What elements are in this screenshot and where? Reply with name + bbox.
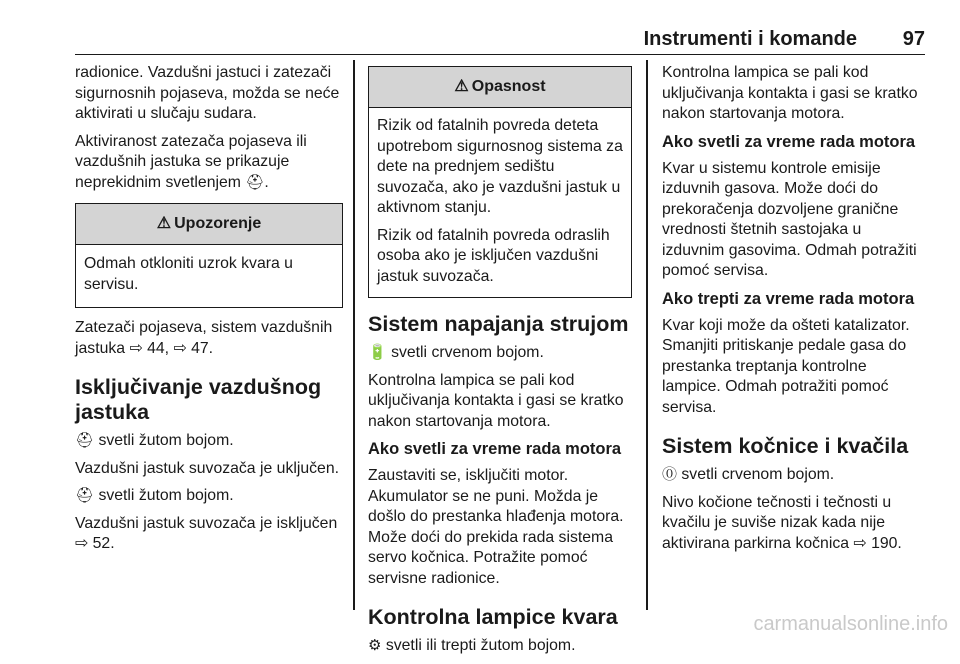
warning-box-header: ⚠ Upozorenje (76, 204, 342, 245)
paragraph: radionice. Vazdušni jastuci i zatezači sigurnosnih pojaseva, možda se neće aktivirati u slučaju sudara. (75, 64, 340, 122)
subsection-heading: Ako svetli za vreme rada motora (368, 440, 622, 458)
paragraph: Zatezači pojaseva, sistem vazdušnih jastuka ⇨ 44, ⇨ 47. (75, 319, 333, 357)
paragraph: ⛑ svetli žutom bojom. (75, 486, 343, 507)
paragraph: Vazdušni jastuk suvozača je isključen ⇨ 52. (75, 514, 338, 552)
column-right (662, 63, 926, 561)
engine-check-icon: ⚙ (368, 637, 382, 654)
paragraph: ⚙ svetli ili trepti žutom bojom. (368, 636, 632, 657)
subsection-heading: Ako svetli za vreme rada motora (662, 132, 916, 151)
section-heading: Kontrolna lampice kvara (368, 605, 618, 629)
brake-warning-icon: ⓪ (662, 466, 678, 483)
paragraph: 🔋 svetli crvenom bojom. (368, 343, 632, 364)
subsection-heading: Ako trepti za vreme rada motora (662, 289, 915, 308)
page-ref[interactable]: 52. (92, 535, 115, 552)
paragraph: Kontrolna lampica se pali kod uključivanja kontakta i gasi se kratko nakon startovanja motora. (662, 64, 918, 122)
airbag-off-icon: ⛑ (75, 487, 95, 504)
page-ref[interactable]: 47. (191, 339, 214, 357)
page-ref-arrow-icon: ⇨ (129, 339, 143, 357)
watermark: carmanualsonline.info (753, 613, 948, 635)
paragraph: ⛑ svetli žutom bojom. (75, 431, 343, 452)
airbag-warning-icon: ⛑ (245, 173, 265, 191)
warning-triangle-icon: ⚠ (156, 214, 172, 232)
warning-box (75, 203, 343, 308)
warning-triangle-icon: ⚠ (454, 77, 469, 95)
danger-text: Rizik od fatalnih povreda odraslih osoba ako je isključen vazdušni jastuk suvozača. (377, 226, 610, 285)
airbag-on-icon: ⛑ (75, 432, 95, 449)
page-ref-arrow-icon: ⇨ (853, 534, 867, 552)
section-heading: Sistem kočnice i kvačila (662, 434, 909, 458)
page-number: 97 (902, 28, 925, 50)
page-title: Instrumenti i komande (643, 28, 857, 50)
paragraph: Kvar u sistemu kontrole emisije izduvnih gasova. Može doći do prekoračenja dozvoljene granične vrednosti štetnih sastojaka u izduvnim gasovima. Odmah potražiti pomoć servisa. (662, 159, 917, 279)
page-ref-arrow-icon: ⇨ (75, 535, 89, 552)
paragraph: Kvar koji može da ošteti katalizator. Smanjiti pritiskanje pedale gasa do prestanka treptanja kontrolne lampice. Odmah potražiti pomoć servisa. (662, 316, 910, 416)
page-ref[interactable]: 190. (871, 534, 902, 552)
paragraph: Vazdušni jastuk suvozača je uključen. (75, 459, 340, 477)
danger-box-header: ⚠ Opasnost (369, 67, 631, 108)
column-divider (646, 60, 648, 610)
section-heading: Sistem napajanja strujom (368, 312, 629, 336)
column-divider (353, 60, 355, 610)
page-ref[interactable]: 44, (147, 339, 170, 357)
paragraph: Nivo kočione tečnosti i tečnosti u kvačilu je suviše nizak kada nije aktivirana parkirna kočnica ⇨ 190. (662, 493, 902, 552)
danger-text: Rizik od fatalnih povreda deteta upotrebom sigurnosnog sistema za dete na prednjem sedištu suvozača, ako je vazdušni jastuk u aktivnom stanju. (377, 117, 623, 216)
column-left (75, 63, 343, 562)
battery-icon: 🔋 (368, 344, 387, 361)
paragraph: Aktiviranost zatezača pojaseva ili vazdušnih jastuka se prikazuje neprekidnim svetlenjem ⛑. (75, 132, 343, 194)
danger-box (368, 66, 632, 298)
column-middle (368, 63, 632, 664)
page-header (75, 24, 925, 55)
paragraph: ⓪ svetli crvenom bojom. (662, 465, 926, 486)
warning-text: Odmah otkloniti uzrok kvara u servisu. (84, 255, 293, 293)
section-heading: Isključivanje vazdušnog jastuka (75, 375, 322, 424)
paragraph: Zaustaviti se, isključiti motor. Akumulator se ne puni. Možda je došlo do prestanka hlađenja motora. Može doći do prekida rada sistema servo kočnica. Potražite pomoć servisne radionice. (368, 467, 624, 587)
page-ref-arrow-icon: ⇨ (173, 339, 187, 357)
paragraph: Kontrolna lampica se pali kod uključivanja kontakta i gasi se kratko nakon startovanja motora. (368, 371, 624, 430)
